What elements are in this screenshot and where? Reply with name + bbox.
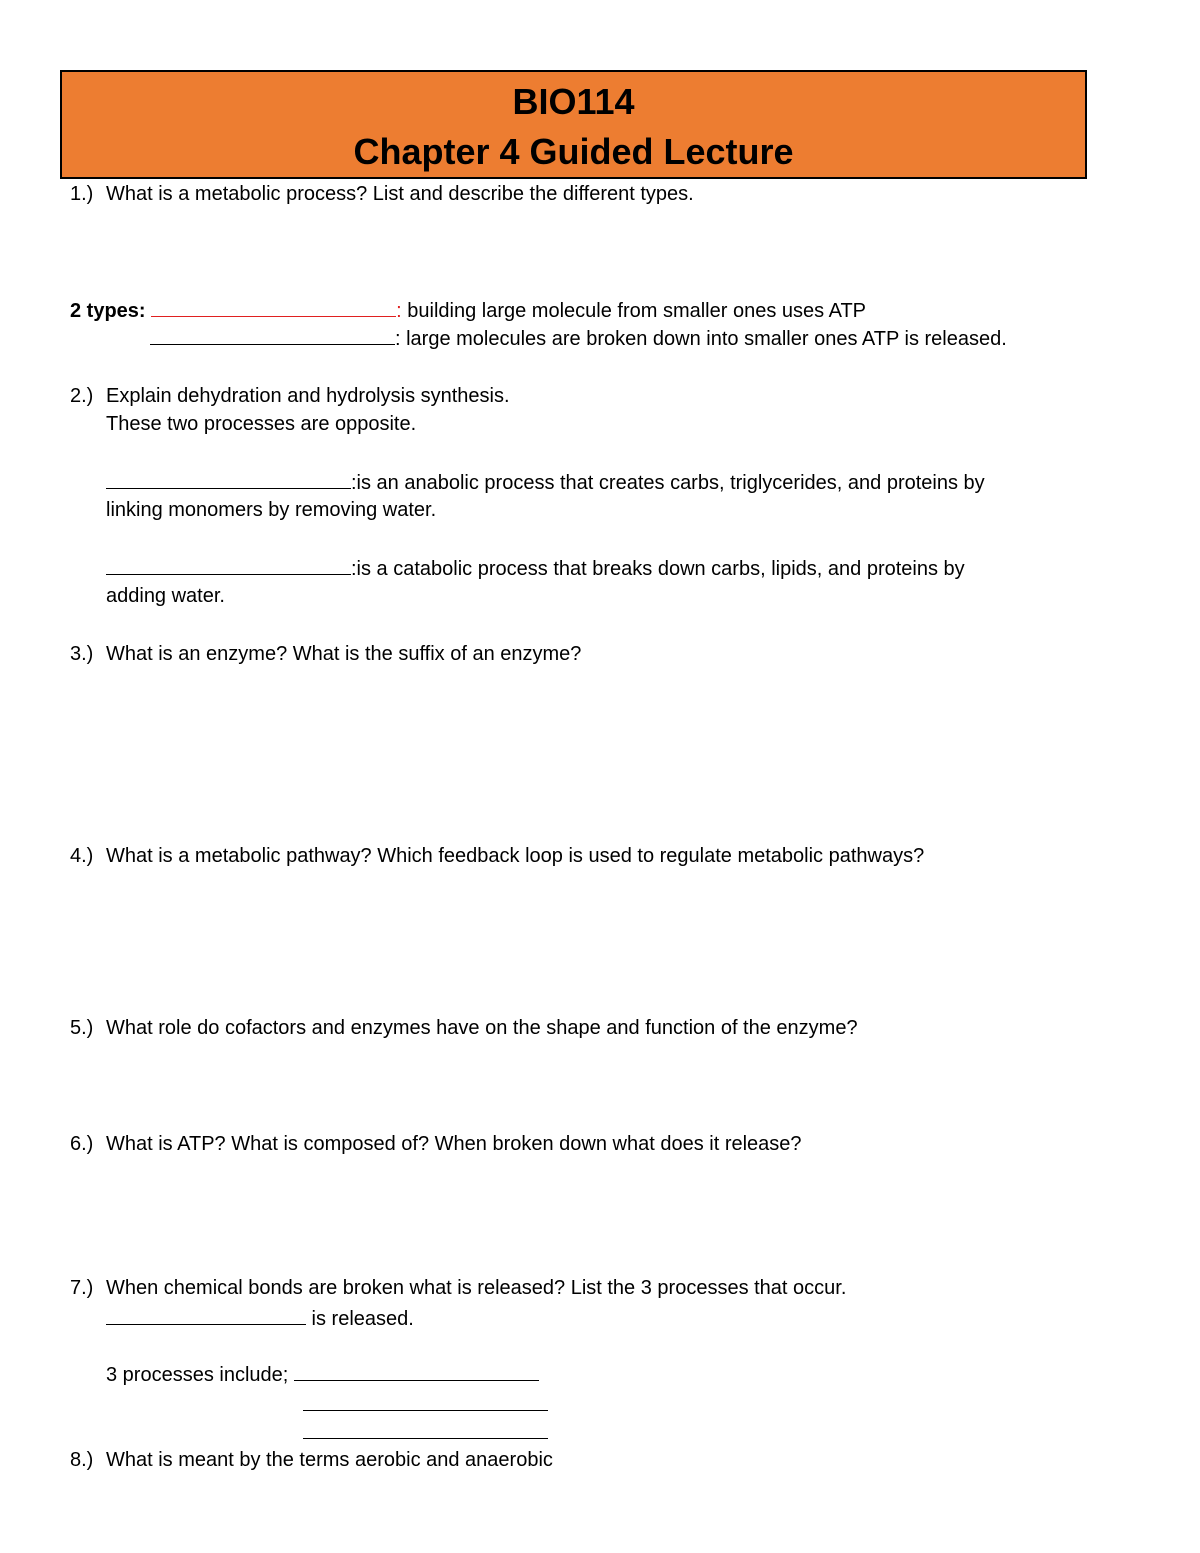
answer-blank[interactable] xyxy=(303,1392,548,1411)
answer-blank[interactable] xyxy=(294,1362,539,1381)
q1-type-a-row: 2 types: : building large molecule from smaller ones uses ATP xyxy=(70,300,867,322)
question-number: 1.) xyxy=(70,183,94,205)
question-text: What role do cofactors and enzymes have on the shape and function of the enzyme? xyxy=(106,1017,858,1039)
question-number: 6.) xyxy=(70,1133,94,1155)
answer-blank[interactable] xyxy=(106,470,351,489)
q2-hydrolysis-cont: adding water. xyxy=(106,585,225,607)
question-text: When chemical bonds are broken what is released? List the 3 processes that occur. xyxy=(106,1277,847,1299)
answer-blank[interactable] xyxy=(106,1306,306,1325)
question-text: What is a metabolic process? List and describe the different types. xyxy=(106,183,694,205)
document-title: Chapter 4 Guided Lecture xyxy=(353,131,794,172)
q7-processes-row xyxy=(106,1362,539,1387)
type-b-description: : large molecules are broken down into smaller ones ATP is released. xyxy=(395,328,1007,350)
question-text: What is meant by the terms aerobic and anaerobic xyxy=(106,1449,553,1471)
question-text: What is an enzyme? What is the suffix of an enzyme? xyxy=(106,643,582,665)
question-number: 5.) xyxy=(70,1017,94,1039)
question-number: 8.) xyxy=(70,1449,94,1471)
answer-blank[interactable] xyxy=(106,556,351,575)
question-number: 2.) xyxy=(70,385,94,407)
q2-dehydration-cont: linking monomers by removing water. xyxy=(106,499,437,521)
answer-blank[interactable] xyxy=(303,1420,548,1439)
answer-blank[interactable] xyxy=(151,298,396,317)
question-number: 4.) xyxy=(70,845,94,867)
processes-label: 3 processes include; xyxy=(106,1364,289,1386)
type-a-description: building large molecule from smaller ones uses ATP xyxy=(401,300,867,322)
question-text: Explain dehydration and hydrolysis synthesis. xyxy=(106,385,510,407)
q7-process-blank-3 xyxy=(303,1420,548,1445)
answer-blank[interactable] xyxy=(150,326,395,345)
types-label: 2 types: xyxy=(70,300,146,322)
q2-dehydration-row xyxy=(106,470,985,495)
q1-type-b-row xyxy=(150,326,1007,351)
title-banner xyxy=(60,70,1087,179)
question-text: What is a metabolic pathway? Which feedback loop is used to regulate metabolic pathways? xyxy=(106,845,925,867)
question-number: 7.) xyxy=(70,1277,94,1299)
q2-hydrolysis-row xyxy=(106,556,965,581)
q7-process-blank-2 xyxy=(303,1392,548,1417)
released-text: is released. xyxy=(306,1308,414,1330)
hydrolysis-description: :is a catabolic process that breaks down carbs, lipids, and proteins by xyxy=(351,558,965,580)
course-code: BIO114 xyxy=(512,81,635,122)
q2-subtext: These two processes are opposite. xyxy=(106,413,417,435)
question-number: 3.) xyxy=(70,643,94,665)
question-text: What is ATP? What is composed of? When broken down what does it release? xyxy=(106,1133,802,1155)
dehydration-description: :is an anabolic process that creates carbs, triglycerides, and proteins by xyxy=(351,472,985,494)
q7-released-row xyxy=(106,1306,414,1331)
